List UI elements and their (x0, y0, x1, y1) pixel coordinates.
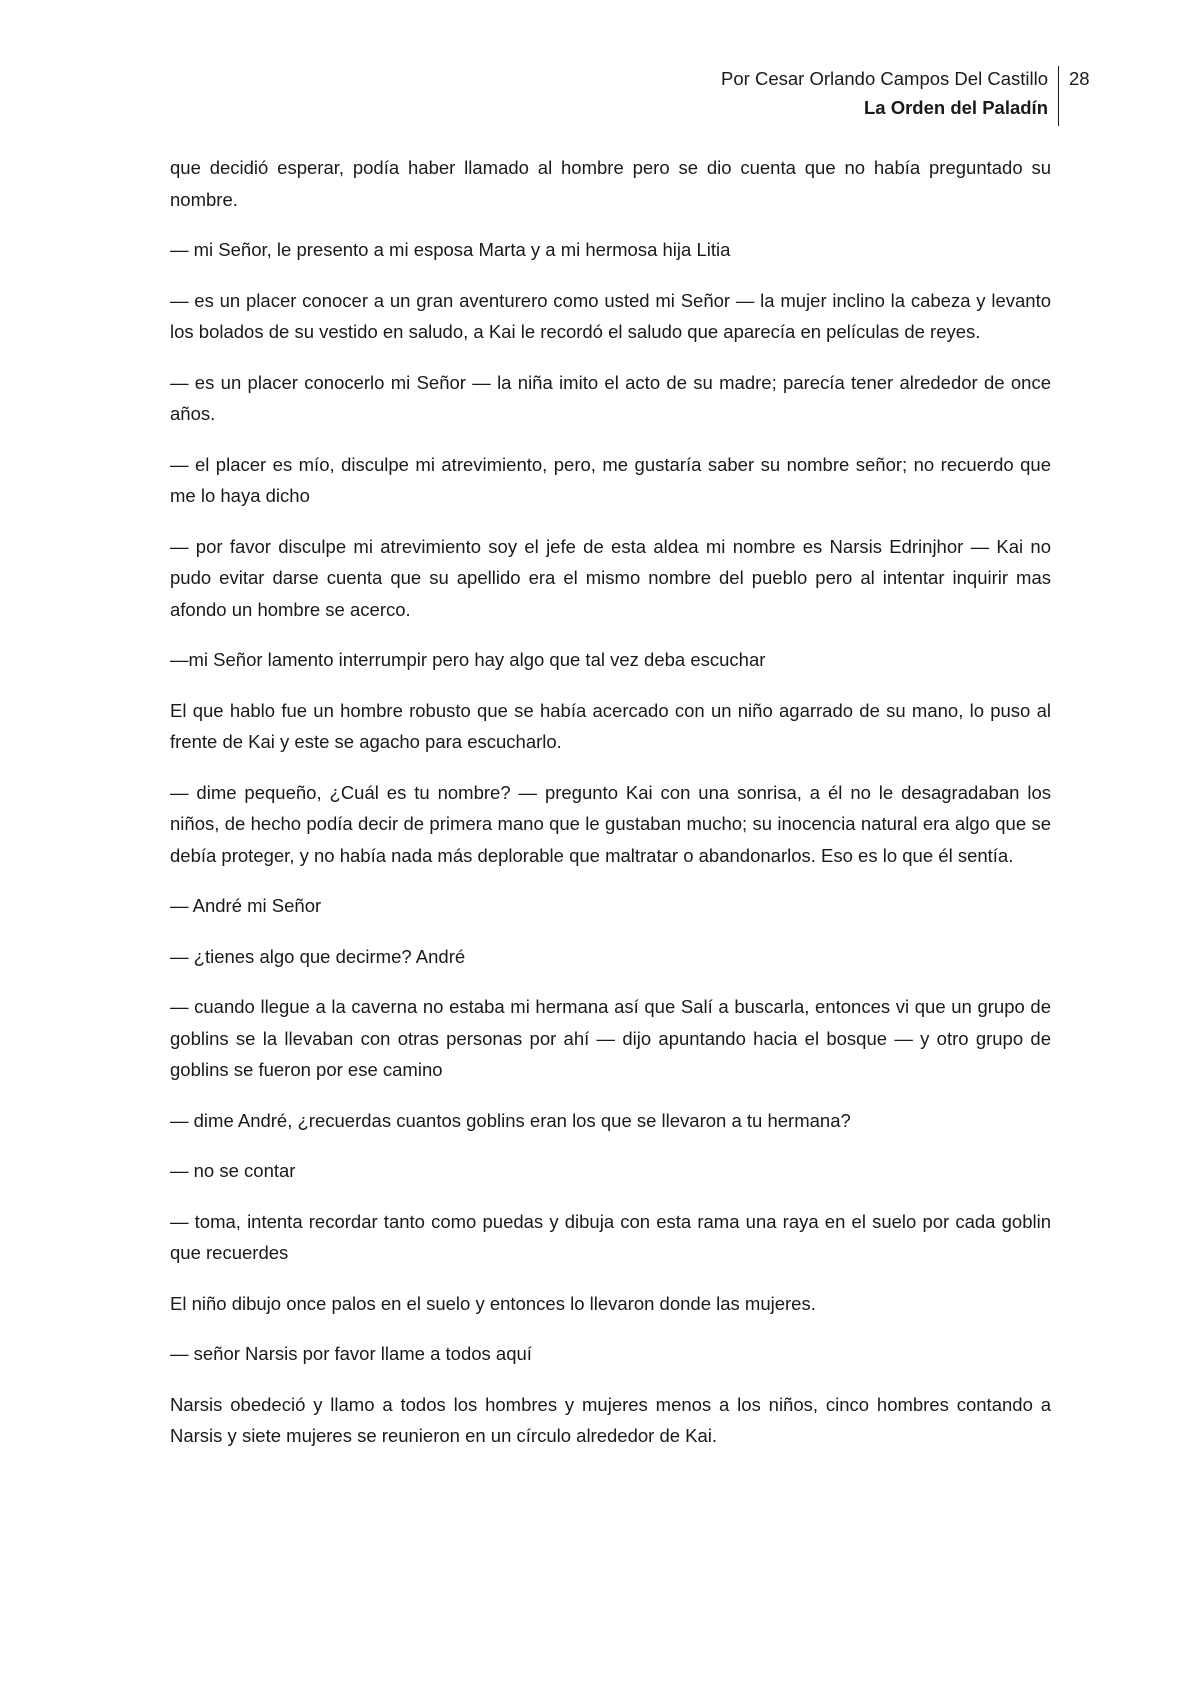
paragraph: —mi Señor lamento interrumpir pero hay algo que tal vez deba escuchar (170, 649, 766, 670)
paragraph: El niño dibujo once palos en el suelo y entonces lo llevaron donde las mujeres. (170, 1292, 816, 1314)
body-text (170, 152, 1051, 1471)
paragraph: — el placer es mío, disculpe mi atrevimiento, pero, me gustaría saber su nombre señor; no recuerdo que me lo haya dicho (170, 453, 1051, 506)
paragraph: — ¿tienes algo que decirme? André (170, 945, 466, 967)
paragraph: — es un placer conocerlo mi Señor — la niña imito el acto de su madre; parecía tener alrededor de once años. (170, 371, 1051, 424)
page-number: 28 (1069, 68, 1090, 89)
paragraph: El que hablo fue un hombre robusto que se había acercado con un niño agarrado de su mano, lo puso al frente de Kai y este se agacho para escucharlo. (170, 699, 1051, 752)
paragraph: — toma, intenta recordar tanto como puedas y dibuja con esta rama una raya en el suelo por cada goblin que recuerdes (170, 1210, 1051, 1263)
paragraph: — dime André, ¿recuerdas cuantos goblins eran los que se llevaron a tu hermana? (170, 1109, 851, 1131)
book-title: La Orden del Paladín (863, 97, 1048, 118)
paragraph: — dime pequeño, ¿Cuál es tu nombre? — pregunto Kai con una sonrisa, a él no le desagradaban los niños, de hecho podía decir de primera mano que le gustaban mucho; su inocencia natural era algo que se debía proteger, y no había nada más deplorable que maltratar o abandonarlos. Eso es lo que él sentía. (170, 781, 1051, 866)
paragraph: — por favor disculpe mi atrevimiento soy el jefe de esta aldea mi nombre es Narsis Edrinjhor — Kai no pudo evitar darse cuenta que su apellido era el mismo nombre del pueblo pero al intentar inquirir mas afondo un hombre se acerco. (170, 535, 1051, 620)
paragraph: — señor Narsis por favor llame a todos aquí (170, 1343, 532, 1364)
paragraph: — no se contar (170, 1160, 296, 1181)
paragraph: — cuando llegue a la caverna no estaba mi hermana así que Salí a buscarla, entonces vi que un grupo de goblins se la llevaban con otras personas por ahí — dijo apuntando hacia el bosque — y otro grupo de goblins se fueron por ese camino (170, 996, 1051, 1080)
paragraph: — es un placer conocer a un gran aventurero como usted mi Señor — la mujer inclino la cabeza y levanto los bolados de su vestido en saludo, a Kai le recordó el saludo que aparecía en películas de reyes. (170, 289, 1051, 342)
author-name: Por Cesar Orlando Campos Del Castillo (721, 68, 1048, 89)
paragraph: — mi Señor, le presento a mi esposa Marta y a mi hermosa hija Litia (170, 239, 731, 260)
paragraph: — André mi Señor (170, 895, 322, 916)
paragraph: Narsis obedeció y llamo a todos los hombres y mujeres menos a los niños, cinco hombres contando a Narsis y siete mujeres se reunieron en un círculo alrededor de Kai. (170, 1393, 1051, 1446)
page-header (721, 64, 1093, 126)
header-text (721, 64, 1058, 122)
paragraph: que decidió esperar, podía haber llamado al hombre pero se dio cuenta que no había preguntado su nombre. (170, 157, 1051, 210)
